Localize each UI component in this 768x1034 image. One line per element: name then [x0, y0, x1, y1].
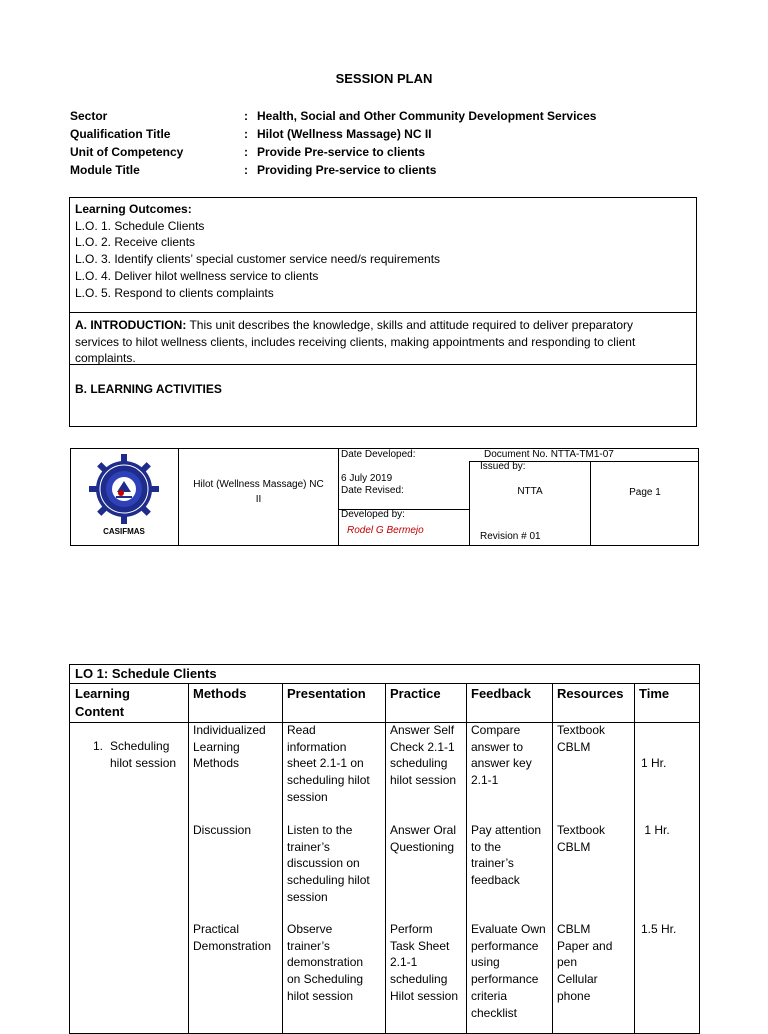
header-text: Content	[75, 704, 125, 719]
row2-time: 1 Hr.	[641, 823, 670, 837]
cell-line: Questioning	[390, 839, 455, 854]
cell-line: Observe	[287, 922, 333, 936]
date-developed-value: 6 July 2019	[341, 473, 393, 484]
outline-box	[69, 197, 697, 427]
learning-outcome-item: L.O. 4. Deliver hilot wellness service to clients	[75, 268, 319, 283]
header-time: Time	[639, 686, 670, 701]
cell-line: scheduling hilot	[287, 773, 370, 788]
meta-colon: :	[244, 127, 248, 141]
page-title: SESSION PLAN	[335, 71, 433, 86]
cell-line: Listen to the	[287, 823, 353, 837]
date-developed-label: Date Developed:	[341, 449, 416, 460]
row3-feedback	[471, 921, 546, 1021]
meta-colon: :	[244, 145, 248, 159]
row2-feedback	[471, 822, 541, 889]
meta-value: Providing Pre-service to clients	[257, 163, 437, 177]
cell-line: Cellular	[557, 972, 598, 987]
cell-line: Check 2.1-1	[390, 739, 455, 754]
cell-line: 2.1-1	[471, 773, 499, 788]
row2-presentation	[287, 822, 370, 906]
content-item	[110, 738, 176, 771]
cell-line: Individualized	[193, 723, 266, 737]
learning-activities-heading: B. LEARNING ACTIVITIES	[75, 382, 222, 396]
row1-presentation	[287, 722, 370, 806]
introduction-text: This unit describes the knowledge, skills and attitude required to deliver preparatory	[186, 318, 634, 332]
cell-line: 2.1-1	[390, 955, 418, 970]
cell-line: session	[287, 789, 328, 804]
learning-outcome-item: L.O. 2. Receive clients	[75, 235, 196, 250]
page-number: Page 1	[629, 487, 661, 498]
cell-line: trainer’s	[287, 839, 330, 854]
header-resources: Resources	[557, 686, 624, 701]
cell-line: Read	[287, 723, 316, 737]
cell-line: scheduling	[390, 756, 448, 771]
introduction-label: A. INTRODUCTION:	[75, 318, 187, 332]
cell-line: answer to	[471, 739, 524, 754]
cell-line: Learning	[193, 739, 240, 754]
cell-line: Evaluate Own	[471, 922, 546, 936]
row1-methods	[193, 722, 266, 772]
cell-line: Compare	[471, 723, 521, 737]
learning-outcomes	[70, 198, 696, 313]
cell-line: Paper and	[557, 938, 613, 953]
cell-line: performance	[471, 972, 539, 987]
content-item-text: hilot session	[110, 755, 177, 770]
meta-label: Sector	[70, 109, 108, 123]
cell-line: phone	[557, 988, 591, 1003]
learning-outcome-item: L.O. 1. Schedule Clients	[75, 218, 205, 233]
cell-line: demonstration	[287, 955, 364, 970]
cell-line: session	[287, 889, 328, 904]
cell-line: Hilot session	[390, 988, 459, 1003]
cell-line: on Scheduling	[287, 972, 364, 987]
meta-colon: :	[244, 163, 248, 177]
cell-line: scheduling	[390, 972, 448, 987]
cell-line: Answer Self	[390, 723, 455, 737]
cell-line: Textbook	[557, 823, 606, 837]
cell-line: hilot session	[287, 988, 354, 1003]
row1-practice	[390, 722, 456, 789]
row2-methods	[193, 822, 251, 839]
cell-line: Discussion	[193, 823, 252, 837]
row1-resources	[557, 722, 605, 755]
footer-qualification-line: Hilot (Wellness Massage) NC	[193, 479, 324, 490]
cell-line: Answer Oral	[390, 823, 457, 837]
cell-line: Textbook	[557, 723, 606, 737]
content-item-number: 1.	[93, 739, 104, 753]
cell-line: CBLM	[557, 739, 591, 754]
cell-line: using	[471, 955, 500, 970]
header-learning-content	[75, 685, 130, 721]
cell-line: trainer’s	[287, 938, 330, 953]
cell-line: sheet 2.1-1 on	[287, 756, 364, 771]
cell-line: performance	[471, 938, 539, 953]
cell-line: hilot session	[390, 773, 457, 788]
developed-by-value: Rodel G Bermejo	[347, 525, 424, 536]
meta-value: Health, Social and Other Community Development Services	[257, 109, 597, 123]
cell-line: answer key	[471, 756, 532, 771]
cell-line: criteria	[471, 988, 508, 1003]
date-revised-label: Date Revised:	[341, 485, 404, 496]
introduction	[70, 313, 696, 365]
issued-by-label: Issued by:	[480, 461, 526, 472]
cell-line: Pay attention	[471, 823, 542, 837]
header-methods: Methods	[193, 686, 247, 701]
cell-line: to the	[471, 839, 502, 854]
row2-resources	[557, 822, 605, 855]
cell-line: Demonstration	[193, 938, 272, 953]
document-footer	[70, 448, 699, 546]
header-practice: Practice	[390, 686, 441, 701]
developed-by-label: Developed by:	[341, 509, 405, 520]
row3-resources	[557, 921, 612, 1005]
issued-by-value: NTTA	[517, 486, 543, 497]
cell-line: Task Sheet	[390, 938, 450, 953]
footer-qualification-line: II	[255, 494, 262, 505]
learning-outcome-item: L.O. 5. Respond to clients complaints	[75, 285, 274, 300]
learning-outcome-item: L.O. 3. Identify clients’ special customer service need/s requirements	[75, 252, 441, 267]
meta-label: Module Title	[70, 163, 140, 177]
document-number: Document No. NTTA-TM1-07	[484, 449, 614, 460]
cell-line: checklist	[471, 1005, 518, 1020]
introduction-text: complaints.	[75, 351, 136, 365]
cell-line: Methods	[193, 756, 240, 771]
cell-line: CBLM	[557, 922, 591, 936]
row1-feedback	[471, 722, 532, 789]
cell-line: scheduling hilot	[287, 873, 370, 888]
row3-time: 1.5 Hr.	[641, 922, 677, 936]
footer-qualification	[179, 477, 338, 507]
cell-line: Perform	[390, 922, 433, 936]
row3-methods	[193, 921, 271, 954]
learning-outcomes-heading: Learning Outcomes:	[75, 202, 192, 216]
row3-presentation	[287, 921, 363, 1005]
lo1-table	[69, 664, 700, 1034]
meta-label: Unit of Competency	[70, 145, 184, 159]
cell-line: feedback	[471, 873, 520, 888]
cell-line: discussion on	[287, 856, 360, 871]
row2-practice	[390, 822, 456, 855]
casifmas-logo-icon	[79, 454, 169, 526]
introduction-text: services to hilot wellness clients, includes receiving clients, making appointments and responding to client	[75, 334, 636, 349]
cell-line: information	[287, 739, 347, 754]
header-presentation: Presentation	[287, 686, 366, 701]
content-item-text: Scheduling	[110, 739, 170, 753]
cell-line: CBLM	[557, 839, 591, 854]
cell-line: Practical	[193, 922, 240, 936]
header-text: Learning	[75, 686, 130, 701]
row1-time: 1 Hr.	[641, 756, 667, 770]
logo-name: CASIFMAS	[103, 527, 145, 536]
lo-table-title: LO 1: Schedule Clients	[75, 666, 217, 681]
meta-value: Provide Pre-service to clients	[257, 145, 426, 159]
cell-line: trainer’s	[471, 856, 514, 871]
meta-value: Hilot (Wellness Massage) NC II	[257, 127, 432, 141]
header-feedback: Feedback	[471, 686, 531, 701]
cell-line: pen	[557, 955, 578, 970]
row3-practice	[390, 921, 458, 1005]
meta-colon: :	[244, 109, 248, 123]
revision-number: Revision # 01	[480, 531, 541, 542]
meta-label: Qualification Title	[70, 127, 171, 141]
